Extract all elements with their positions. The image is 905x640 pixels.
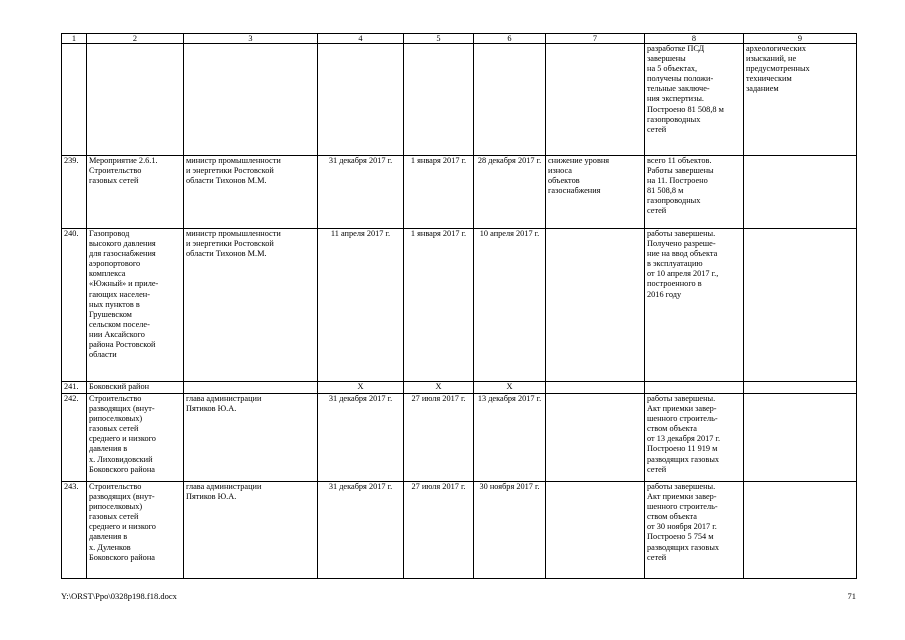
- actual-end-date: 28 декабря 2017 г.: [474, 156, 546, 229]
- document-table: [61, 33, 857, 579]
- activity-name: Строительство разводящих (внут- рипоселковых) газовых сетей среднего и низкого давления в х. Лиховидовский Боковского района: [87, 394, 184, 482]
- responsible: министр промышленности и энергетики Ростовской области Тихонов М.М.: [184, 156, 318, 229]
- district-name: Боковский район: [87, 382, 184, 394]
- actual-results: работы завершены. Получено разреше- ние на ввод объекта в эксплуатацию от 10 апреля 2017 г., построенного в 2016 году: [645, 229, 744, 382]
- reasons: [744, 229, 857, 382]
- responsible: [184, 382, 318, 394]
- reasons: [744, 394, 857, 482]
- reasons: [744, 482, 857, 579]
- activity-name: Мероприятие 2.6.1. Строительство газовых сетей: [87, 156, 184, 229]
- actual-start-date: [404, 44, 474, 156]
- column-header: 8: [645, 34, 744, 44]
- planned-end-date: 31 декабря 2017 г.: [318, 394, 404, 482]
- actual-end-date: 10 апреля 2017 г.: [474, 229, 546, 382]
- planned-end-date: 11 апреля 2017 г.: [318, 229, 404, 382]
- actual-results: всего 11 объектов. Работы завершены на 11. Построено 81 508,8 м газопроводных сетей: [645, 156, 744, 229]
- row-number: 241.: [62, 382, 87, 394]
- planned-end-date: X: [318, 382, 404, 394]
- activity-name: [87, 44, 184, 156]
- planned-results: [546, 482, 645, 579]
- actual-results: разработке ПСД завершены на 5 объектах, получены положи- тельные заключе- ния экспертизы. Построено 81 508,8 м газопроводных сетей: [645, 44, 744, 156]
- table-row: [62, 44, 857, 156]
- actual-start-date: 27 июля 2017 г.: [404, 482, 474, 579]
- table-row: [62, 156, 857, 229]
- planned-results: [546, 382, 645, 394]
- responsible: [184, 44, 318, 156]
- column-header: 5: [404, 34, 474, 44]
- column-number-row: [62, 34, 857, 44]
- planned-results: [546, 44, 645, 156]
- actual-end-date: 30 ноября 2017 г.: [474, 482, 546, 579]
- column-header: 1: [62, 34, 87, 44]
- activity-name: Строительство разводящих (внут- рипоселковых) газовых сетей среднего и низкого давления в х. Дуленков Боковского района: [87, 482, 184, 579]
- planned-end-date: [318, 44, 404, 156]
- table-row: [62, 482, 857, 579]
- planned-results: [546, 394, 645, 482]
- reasons: [744, 156, 857, 229]
- reasons: [744, 382, 857, 394]
- row-number: 240.: [62, 229, 87, 382]
- responsible: глава администрации Пятиков Ю.А.: [184, 394, 318, 482]
- planned-results: снижение уровня износа объектов газоснабжения: [546, 156, 645, 229]
- page-number: 71: [847, 591, 856, 601]
- actual-results: работы завершены. Акт приемки завер- шенного строитель- ством объекта от 13 декабря 2017 г. Построено 11 919 м разводящих газовых сетей: [645, 394, 744, 482]
- activity-name: Газопровод высокого давления для газоснабжения аэропортового комплекса «Южный» и приле- гающих населен- ных пунктов в Грушевском сельском поселе- нии Аксайского района Ростовской области: [87, 229, 184, 382]
- file-path: Y:\ORST\Ppo\0328p198.f18.docx: [61, 591, 177, 601]
- actual-results: [645, 382, 744, 394]
- row-number: [62, 44, 87, 156]
- actual-end-date: 13 декабря 2017 г.: [474, 394, 546, 482]
- reasons: археологических изысканий, не предусмотренных техническим заданием: [744, 44, 857, 156]
- responsible: министр промышленности и энергетики Ростовской области Тихонов М.М.: [184, 229, 318, 382]
- row-number: 243.: [62, 482, 87, 579]
- row-number: 242.: [62, 394, 87, 482]
- actual-start-date: 27 июля 2017 г.: [404, 394, 474, 482]
- column-header: 3: [184, 34, 318, 44]
- planned-end-date: 31 декабря 2017 г.: [318, 156, 404, 229]
- actual-start-date: 1 января 2017 г.: [404, 156, 474, 229]
- planned-end-date: 31 декабря 2017 г.: [318, 482, 404, 579]
- actual-start-date: 1 января 2017 г.: [404, 229, 474, 382]
- column-header: 2: [87, 34, 184, 44]
- actual-results: работы завершены. Акт приемки завер- шенного строитель- ством объекта от 30 ноября 2017 г. Построено 5 754 м разводящих газовых сетей: [645, 482, 744, 579]
- table-row: [62, 394, 857, 482]
- column-header: 9: [744, 34, 857, 44]
- planned-results: [546, 229, 645, 382]
- actual-start-date: X: [404, 382, 474, 394]
- table-row: [62, 382, 857, 394]
- actual-end-date: [474, 44, 546, 156]
- responsible: глава администрации Пятиков Ю.А.: [184, 482, 318, 579]
- row-number: 239.: [62, 156, 87, 229]
- actual-end-date: X: [474, 382, 546, 394]
- column-header: 6: [474, 34, 546, 44]
- column-header: 7: [546, 34, 645, 44]
- table-row: [62, 229, 857, 382]
- column-header: 4: [318, 34, 404, 44]
